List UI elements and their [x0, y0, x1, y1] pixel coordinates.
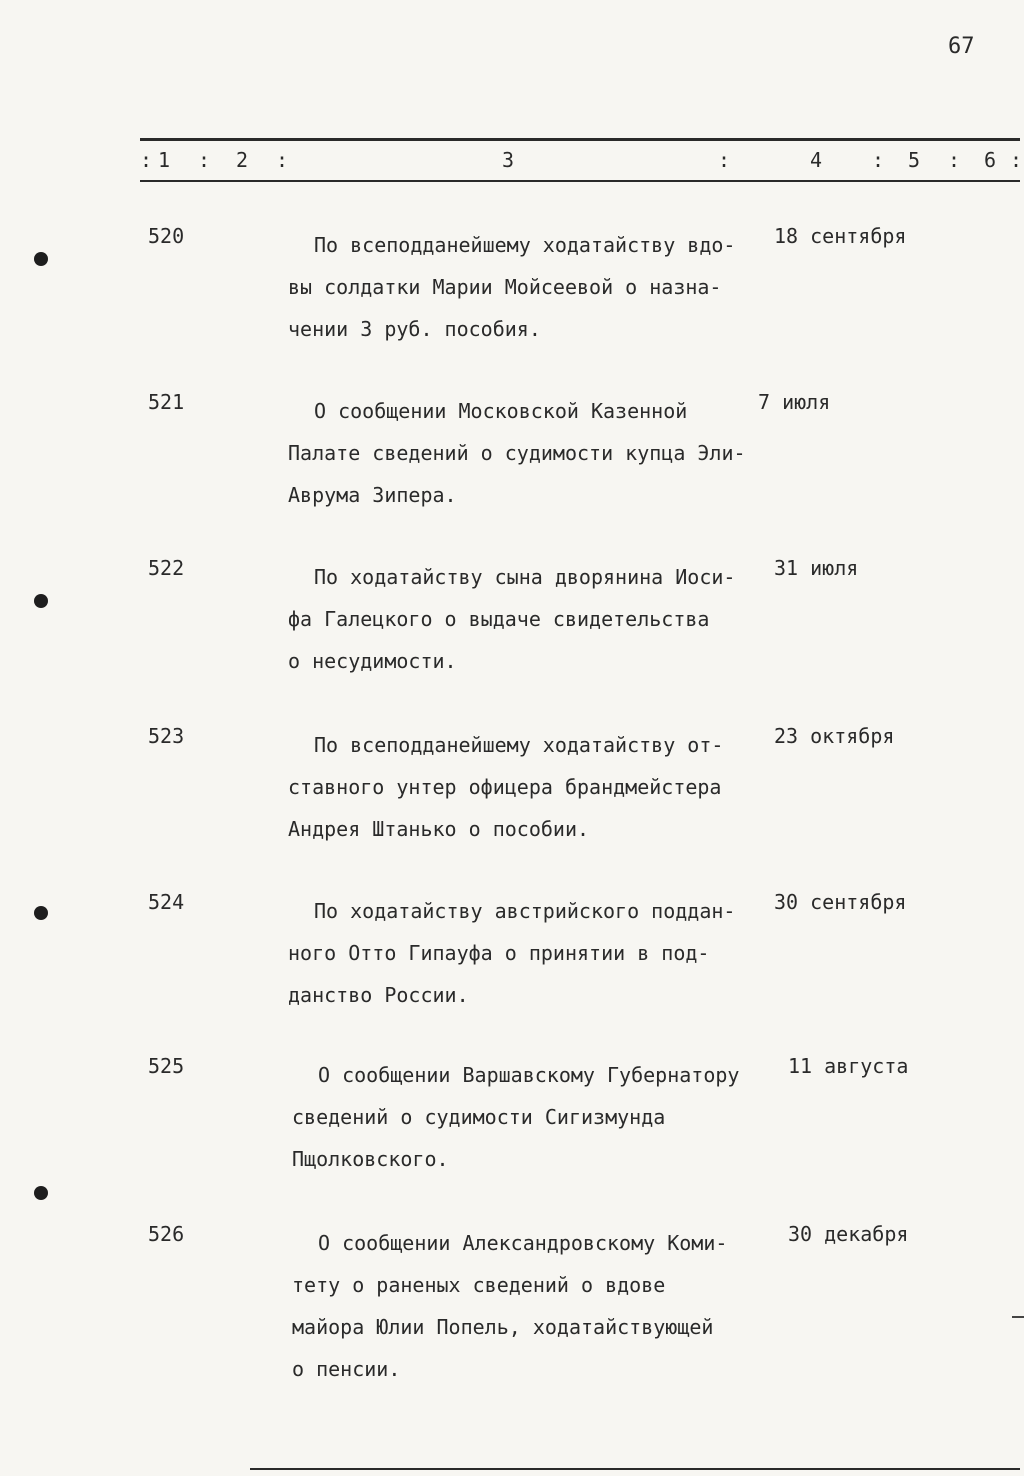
record-description [288, 724, 758, 850]
description-line: вы солдатки Марии Мойсеевой о назна- [288, 275, 722, 299]
record-description [288, 224, 758, 350]
record-526 [0, 1222, 1024, 1422]
description-line: сведений о судимости Сигизмунда [292, 1105, 666, 1129]
description-line: о несудимости. [288, 649, 457, 673]
record-522 [0, 556, 1024, 716]
header-rule-bottom [140, 180, 1020, 182]
column-header-2: 2 [236, 148, 249, 172]
record-date: 18 сентября [774, 224, 907, 248]
record-date: 31 июля [774, 556, 859, 580]
record-number: 522 [148, 556, 185, 580]
record-523 [0, 724, 1024, 884]
record-date: 30 декабря [788, 1222, 909, 1246]
binding-hole [34, 906, 48, 920]
description-line: По ходатайству австрийского поддан- [314, 899, 736, 923]
record-number: 525 [148, 1054, 185, 1078]
record-number: 524 [148, 890, 185, 914]
column-header-4: 4 [810, 148, 823, 172]
page-number: 67 [948, 34, 975, 59]
edge-mark [1012, 1316, 1024, 1318]
record-date: 7 июля [758, 390, 831, 414]
column-header-5: 5 [908, 148, 921, 172]
description-line: О сообщении Александровскому Коми- [318, 1231, 728, 1255]
description-line: По всеподданейшему ходатайству от- [314, 733, 724, 757]
description-line: ставного унтер офицера брандмейстера [288, 775, 722, 799]
column-separator: : [1010, 148, 1023, 172]
binding-hole [34, 1186, 48, 1200]
record-date: 11 августа [788, 1054, 909, 1078]
binding-hole [34, 594, 48, 608]
record-525 [0, 1054, 1024, 1214]
record-524 [0, 890, 1024, 1050]
description-line: Аврума Зипера. [288, 483, 457, 507]
record-description [288, 390, 758, 516]
column-header-6: 6 [984, 148, 997, 172]
header-rule-top [140, 138, 1020, 141]
column-separator: : [872, 148, 885, 172]
description-line: чении 3 руб. пособия. [288, 317, 541, 341]
description-line: Пщолковского. [292, 1147, 449, 1171]
description-line: данство России. [288, 983, 469, 1007]
column-header-3: 3 [502, 148, 515, 172]
record-number: 521 [148, 390, 185, 414]
column-separator: : [948, 148, 961, 172]
record-description [292, 1222, 762, 1390]
description-line: ного Отто Гипауфа о принятии в под- [288, 941, 710, 965]
record-521 [0, 390, 1024, 550]
record-description [288, 890, 758, 1016]
column-separator: : [140, 148, 153, 172]
description-line: О сообщении Московской Казенной [314, 399, 688, 423]
record-number: 526 [148, 1222, 185, 1246]
description-line: По всеподданейшему ходатайству вдо- [314, 233, 736, 257]
column-header-1: 1 [158, 148, 171, 172]
column-separator: : [718, 148, 731, 172]
record-date: 23 октября [774, 724, 895, 748]
column-separator: : [276, 148, 289, 172]
description-line: О сообщении Варшавскому Губернатору [318, 1063, 740, 1087]
description-line: Палате сведений о судимости купца Эли- [288, 441, 746, 465]
binding-hole [34, 252, 48, 266]
record-description [292, 1054, 762, 1180]
record-number: 523 [148, 724, 185, 748]
record-date: 30 сентября [774, 890, 907, 914]
description-line: фа Галецкого о выдаче свидетельства [288, 607, 710, 631]
column-separator: : [198, 148, 211, 172]
record-number: 520 [148, 224, 185, 248]
description-line: Андрея Штанько о пособии. [288, 817, 590, 841]
description-line: майора Юлии Попель, ходатайствующей [292, 1315, 714, 1339]
footer-rule [250, 1468, 1020, 1470]
record-520 [0, 224, 1024, 384]
description-line: тету о раненых сведений о вдове [292, 1273, 666, 1297]
description-line: о пенсии. [292, 1357, 401, 1381]
record-description [288, 556, 758, 682]
description-line: По ходатайству сына дворянина Иоси- [314, 565, 736, 589]
